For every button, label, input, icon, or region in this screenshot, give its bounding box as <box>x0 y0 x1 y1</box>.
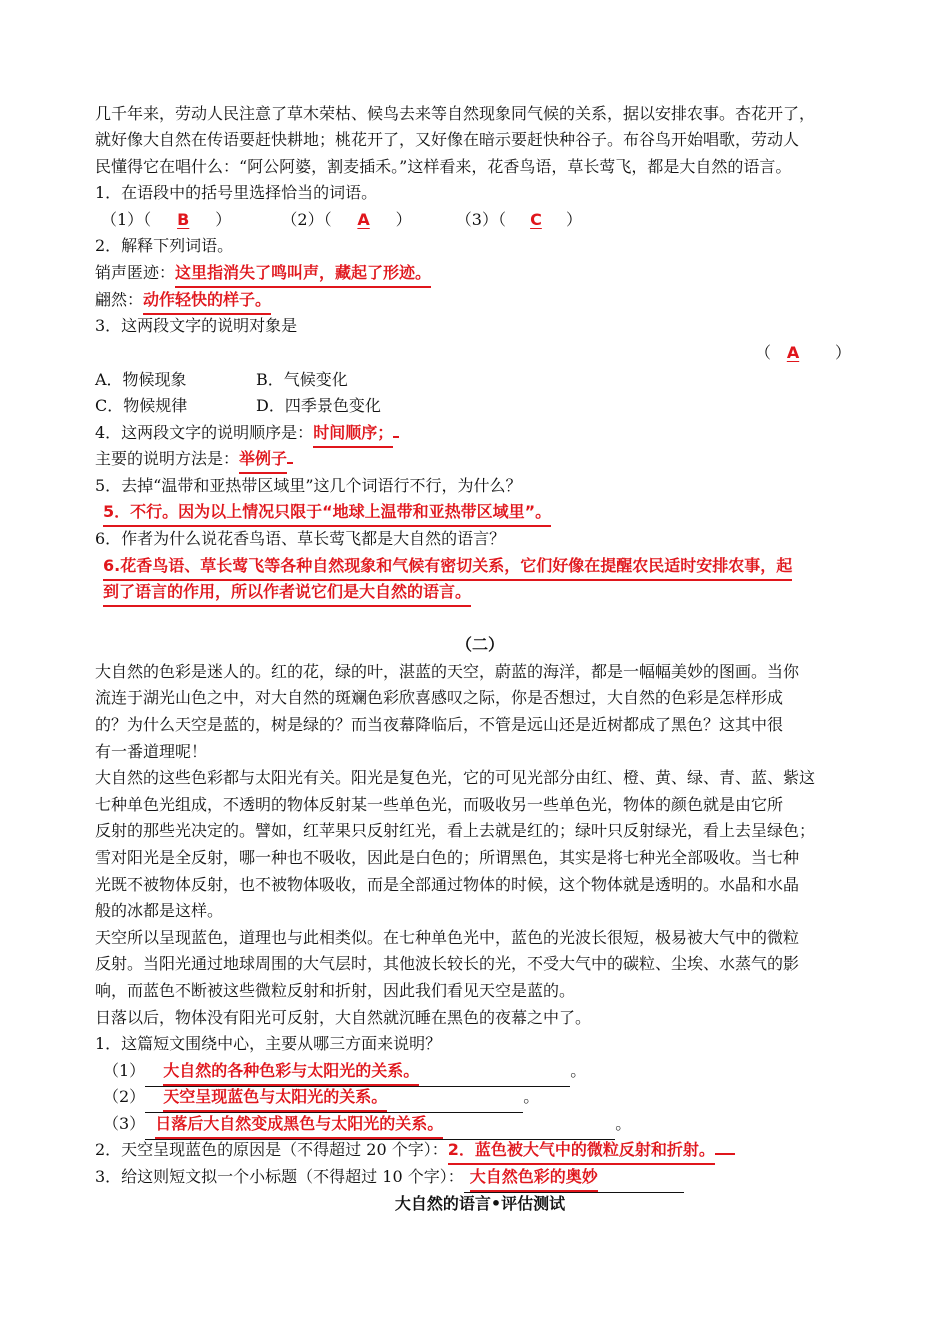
q4-method <box>95 446 293 472</box>
passage-line: 光既不被物体反射，也不被物体吸收，而是全部通过物体的时候，这个物体就是透明的。水晶和水晶 <box>95 875 800 894</box>
passage-line: 响，而蓝色不断被这些微粒反射和折射，因此我们看见天空是蓝的。 <box>95 981 576 1000</box>
question-3: 3．这两段文字的说明对象是 <box>95 316 298 335</box>
q2-word-1-answer: 这里指消失了鸣叫声，藏起了形迹。 <box>175 260 431 288</box>
q3-option-a: A．物候现象 <box>95 370 187 389</box>
q1-item-1-num: （1）（ <box>101 210 152 229</box>
q1-item-1-answer: B <box>177 210 190 229</box>
s2q1-item-1 <box>103 1058 586 1084</box>
s2q1-end-1: 。 <box>570 1061 587 1080</box>
q6-answer-1: 6.花香鸟语、草长莺飞等各种自然现象和气候有密切关系，它们好像在提醒农民适时安排农事，起 <box>103 553 792 581</box>
s2q1-num-1: （1） <box>103 1061 146 1080</box>
s2q2-text: 2．天空呈现蓝色的原因是（不得超过 20 个字）： <box>95 1140 448 1159</box>
q6-answer-line-1 <box>103 553 792 579</box>
s2-question-1: 1．这篇短文围绕中心，主要从哪三方面来说明？ <box>95 1034 442 1053</box>
q3-option-b: B．气候变化 <box>256 370 348 389</box>
q4-method-answer: 举例子 <box>239 446 287 474</box>
q1-answers-row <box>101 207 582 233</box>
q2-word-2-label: 翩然： <box>95 290 144 309</box>
question-2: 2．解释下列词语。 <box>95 236 234 255</box>
q2-word-1-label: 销声匿迹： <box>95 263 176 282</box>
s2q1-blank-2 <box>145 1084 523 1113</box>
passage-line: 民懂得它在唱什么：“阿公阿婆，割麦插禾。”这样看来，花香鸟语，草长莺飞，都是大自然的语言。 <box>95 157 792 176</box>
q3-close: ） <box>835 343 852 362</box>
passage-line: 反射的那些光决定的。譬如，红苹果只反射红光，看上去就是红的；绿叶只反射绿光，看上去呈绿色； <box>95 821 816 840</box>
q2-word-2 <box>95 287 271 313</box>
footer-title: 大自然的语言•评估测试 <box>394 1194 566 1213</box>
section-2-title: （二） <box>455 635 504 654</box>
q6-answer-line-2 <box>103 579 471 605</box>
s2q1-item-3 <box>103 1111 631 1137</box>
s2q3-blank <box>464 1164 684 1193</box>
q6-answer-2: 到了语言的作用，所以作者说它们是大自然的语言。 <box>103 579 471 607</box>
s2q1-answer-1: 大自然的各种色彩与太阳光的关系。 <box>163 1058 419 1086</box>
passage-line: 大自然的色彩是迷人的。红的花，绿的叶，湛蓝的天空，蔚蓝的海洋，都是一幅幅美妙的图画。当你 <box>95 662 800 681</box>
passage-line: 大自然的这些色彩都与太阳光有关。阳光是复色光，它的可见光部分由红、橙、黄、绿、青、蓝、紫这 <box>95 768 816 787</box>
q1-item-3-close: ） <box>565 210 582 229</box>
s2q1-answer-3: 日落后大自然变成黑色与太阳光的关系。 <box>155 1111 443 1139</box>
s2q1-num-3: （3） <box>103 1114 146 1133</box>
q2-word-2-answer: 动作轻快的样子。 <box>143 287 271 315</box>
question-1: 1．在语段中的括号里选择恰当的词语。 <box>95 183 378 202</box>
passage-line: 雪对阳光是全反射，哪一种也不吸收，因此是白色的；所谓黑色，其实是将七种光全部吸收。当七种 <box>95 848 800 867</box>
q5-answer-line <box>103 499 551 525</box>
s2q1-num-2: （2） <box>103 1087 146 1106</box>
q3-answer-bracket <box>755 340 851 366</box>
s2q1-answer-2: 天空呈现蓝色与太阳光的关系。 <box>163 1084 387 1112</box>
s2q3-text: 3．给这则短文拟一个小标题（不得超过 10 个字）： <box>95 1167 464 1186</box>
q3-option-d: D．四季景色变化 <box>256 396 381 415</box>
q1-item-3-answer: C <box>530 210 542 229</box>
s2q1-blank-3 <box>145 1111 615 1140</box>
passage-line: 天空所以呈现蓝色，道理也与此相类似。在七种单色光中，蓝色的光波长很短，极易被大气中的微粒 <box>95 928 800 947</box>
s2q3-answer: 大自然色彩的奥妙 <box>470 1164 598 1192</box>
q1-item-2-num: （2）（ <box>281 210 332 229</box>
passage-line: 反射。当阳光通过地球周围的大气层时，其他波长较长的光，不受大气中的碳粒、尘埃、水蒸气的影 <box>95 954 800 973</box>
s2q1-blank-1 <box>145 1058 570 1087</box>
q3-open: （ <box>755 343 772 362</box>
passage-line: 就好像大自然在传语要赶快耕地；桃花开了，又好像在暗示要赶快种谷子。布谷鸟开始唱歌，劳动人 <box>95 130 800 149</box>
s2q2-answer: 2．蓝色被大气中的微粒反射和折射。 <box>448 1137 715 1165</box>
s2q1-end-2: 。 <box>523 1087 540 1106</box>
q4-text: 4．这两段文字的说明顺序是： <box>95 423 314 442</box>
passage-line: 般的冰都是这样。 <box>95 901 224 920</box>
q5-answer: 5．不行。因为以上情况只限于“地球上温带和亚热带区域里”。 <box>103 499 551 527</box>
s2-question-2 <box>95 1137 735 1163</box>
s2q1-item-2 <box>103 1084 539 1110</box>
s2q1-end-3: 。 <box>615 1114 632 1133</box>
passage-line: 日落以后，物体没有阳光可反射，大自然就沉睡在黑色的夜幕之中了。 <box>95 1008 592 1027</box>
q1-item-2-answer: A <box>357 210 370 229</box>
q4-method-label: 主要的说明方法是： <box>95 449 240 468</box>
passage-line: 流连于湖光山色之中，对大自然的斑斓色彩欣喜感叹之际，你是否想过，大自然的色彩是怎样形成 <box>95 688 784 707</box>
question-5: 5．去掉“温带和亚热带区域里”这几个词语行不行，为什么？ <box>95 476 522 495</box>
q3-answer: A <box>786 343 800 362</box>
passage-line: 的？为什么天空是蓝的，树是绿的？而当夜幕降临后，不管是远山还是近树都成了黑色？这其中很 <box>95 715 784 734</box>
q3-option-c: C．物候规律 <box>95 396 188 415</box>
passage-line: 几千年来，劳动人民注意了草木荣枯、候鸟去来等自然现象同气候的关系，据以安排农事。杏花开了， <box>95 104 816 123</box>
question-4 <box>95 420 399 446</box>
q1-item-1-close: ） <box>215 210 232 229</box>
q2-word-1 <box>95 260 431 286</box>
q1-item-3-num: （3）（ <box>455 210 506 229</box>
q1-item-2-close: ） <box>395 210 412 229</box>
question-6: 6．作者为什么说花香鸟语、草长莺飞都是大自然的语言？ <box>95 529 506 548</box>
q4-answer: 时间顺序； <box>313 420 393 448</box>
passage-line: 有一番道理呢！ <box>95 742 208 761</box>
passage-line: 七种单色光组成，不透明的物体反射某一些单色光，而吸收另一些单色光，物体的颜色就是由它所 <box>95 795 784 814</box>
s2-question-3 <box>95 1164 684 1190</box>
